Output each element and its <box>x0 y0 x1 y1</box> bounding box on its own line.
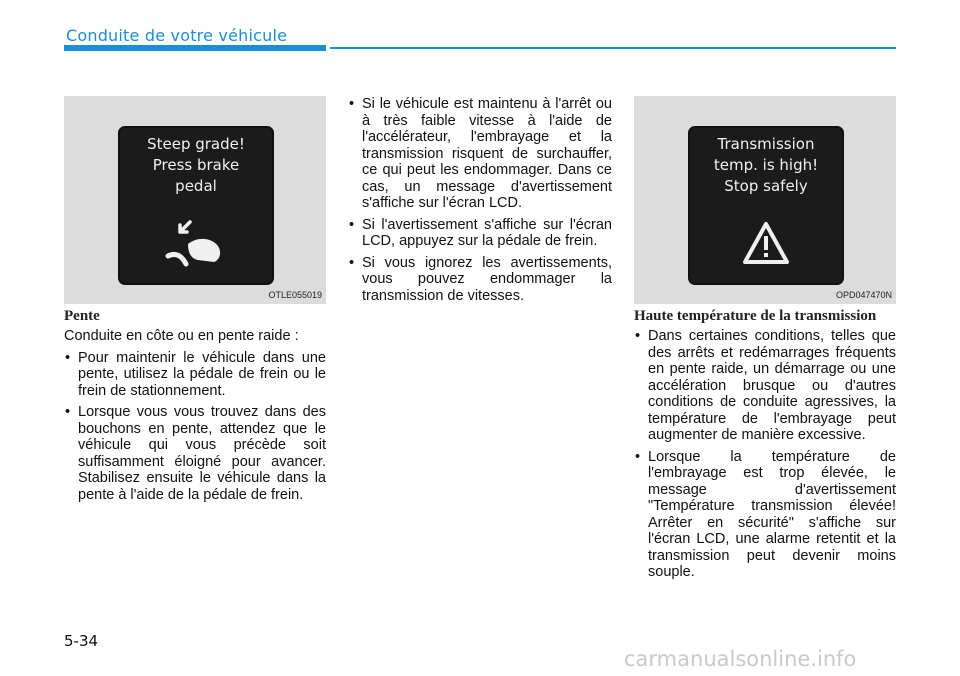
bullet-item: • Lorsque la température de l'embrayage est trop élevée, le message d'avertissement "Température transmission élevée! Arrêter en sécurité" s'affiche sur l'écran LCD, une alarme retentit et la transmission peut devenir moins souple. <box>634 449 896 581</box>
section-intro: Conduite en côte ou en pente raide : <box>64 328 299 344</box>
brake-pedal-icon <box>162 216 232 276</box>
bullet-item: • Si vous ignorez les avertissements, vous pouvez endommager la transmission de vitesses. <box>348 255 612 305</box>
lcd-message: Steep grade! Press brake pedal <box>147 135 245 195</box>
bullet-item: • Dans certaines conditions, telles que des arrêts et redémarrages fréquents en pente raide, un démarrage ou une accélération brusque ou d'autres conditions de conduite agressives, la température de l'embrayage peut augmenter de manière excessive. <box>634 328 896 444</box>
watermark: carmanualsonline.info <box>624 647 857 671</box>
section-title: Pente <box>64 308 100 324</box>
warning-triangle-icon <box>741 220 791 266</box>
figure-steep-grade <box>64 96 326 304</box>
section-transmission-temp <box>634 308 896 586</box>
bullet-item: • Si l'avertissement s'affiche sur l'écran LCD, appuyez sur la pédale de frein. <box>348 217 612 250</box>
lcd-screen <box>688 126 844 285</box>
lcd-screen <box>118 126 274 285</box>
section-pente <box>64 308 326 508</box>
page-header-title: Conduite de votre véhicule <box>66 26 288 45</box>
column-middle <box>348 96 612 309</box>
lcd-message: Transmission temp. is high! Stop safely <box>713 135 819 195</box>
page-number: 5-34 <box>64 632 99 650</box>
figure-code: OTLE055019 <box>268 290 322 300</box>
figure-code: OPD047470N <box>835 290 892 300</box>
section-title: Haute température de la transmission <box>634 308 877 324</box>
header-rule-thin <box>330 47 896 49</box>
bullet-item: • Pour maintenir le véhicule dans une pente, utilisez la pédale de frein ou le frein de stationnement. <box>64 350 326 400</box>
figure-transmission-temp <box>634 96 896 304</box>
header-rule-thick <box>64 45 326 51</box>
bullet-item: • Si le véhicule est maintenu à l'arrêt ou à très faible vitesse à l'aide de l'accélérateur, l'embrayage et la transmission risquent de surchauffer, ce qui peut les endommager. Dans ce cas, un message d'avertissement s'affiche sur l'écran LCD. <box>348 96 612 212</box>
bullet-item: • Lorsque vous vous trouvez dans des bouchons en pente, attendez que le véhicule qui vous précède soit suffisamment éloigné pour avancer. Stabilisez ensuite le véhicule dans la pente à l'aide de la pédale de frein. <box>64 404 326 503</box>
